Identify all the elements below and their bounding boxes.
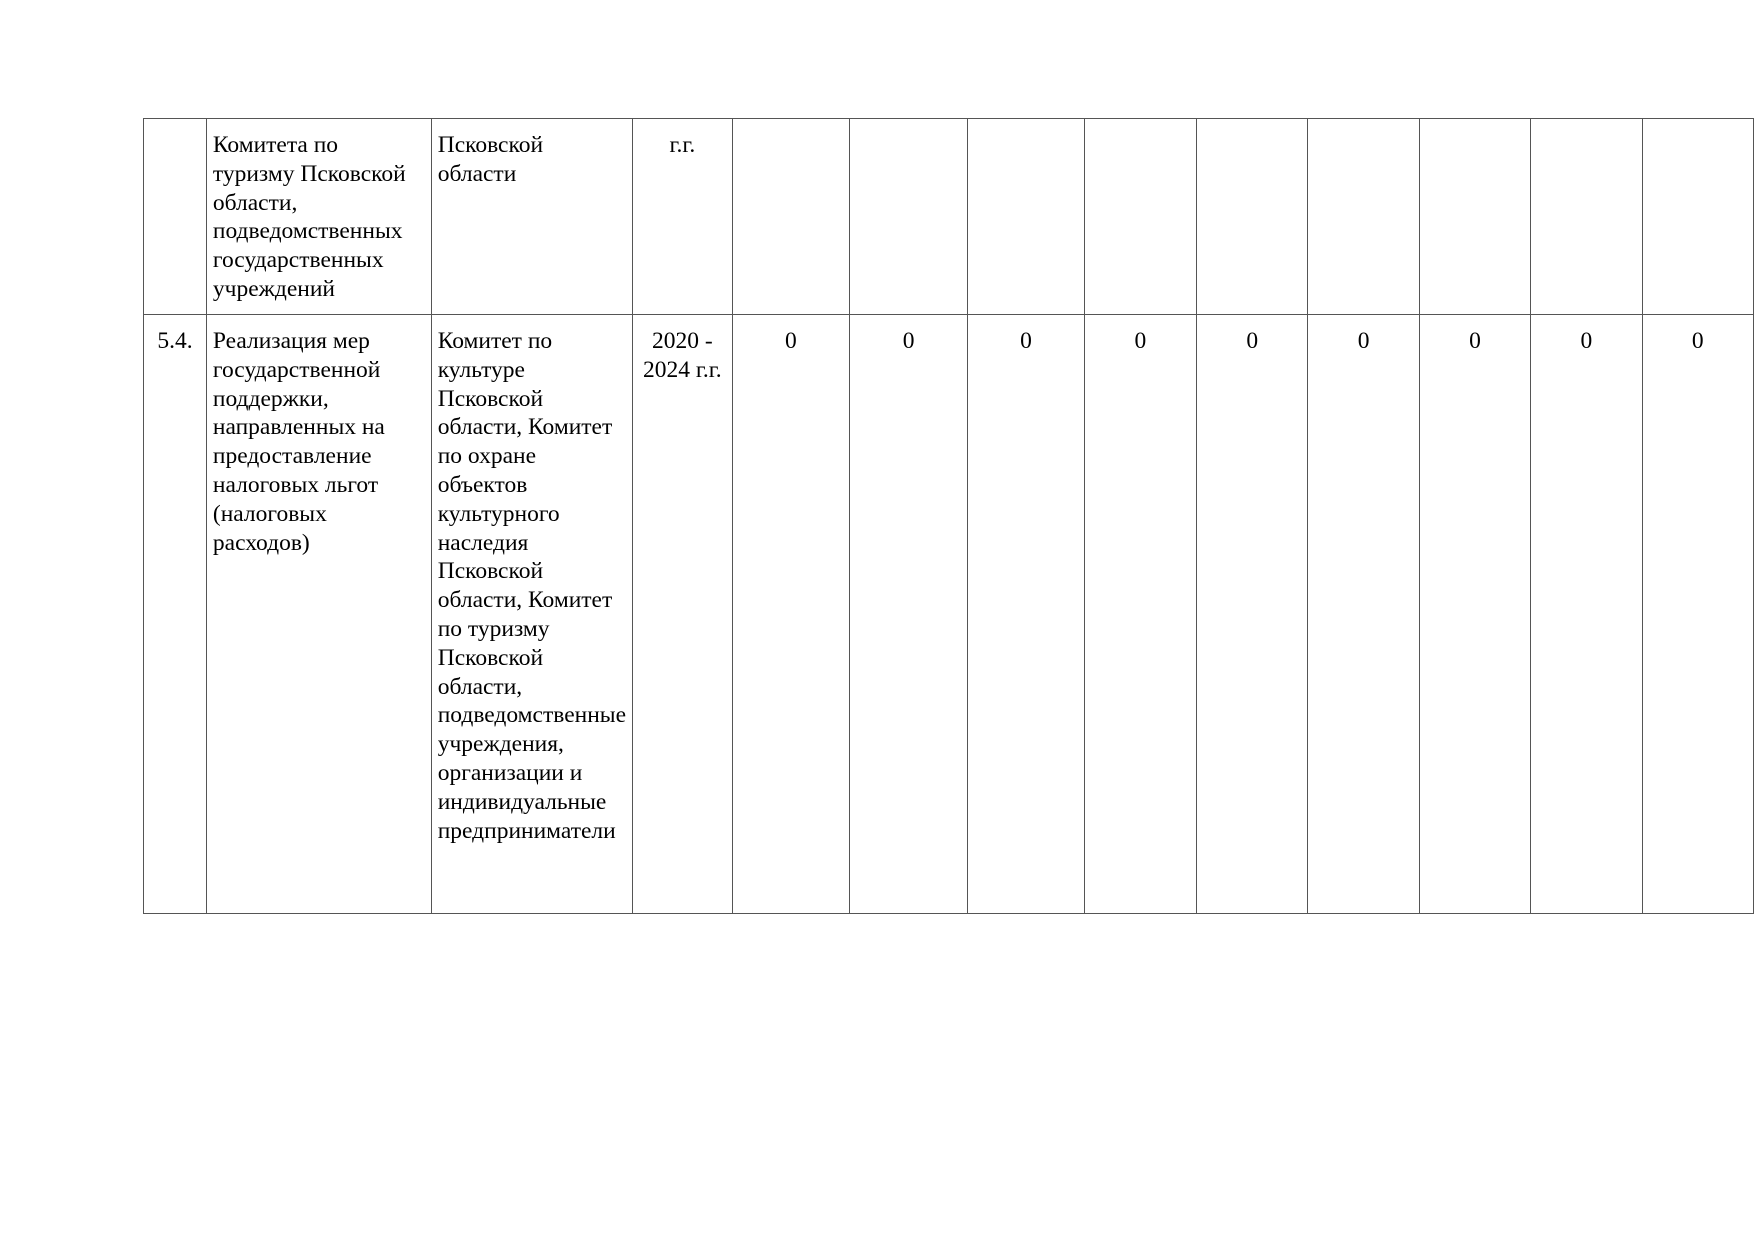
value-cell: 0 — [850, 315, 968, 914]
row-number — [144, 119, 207, 315]
value-cell — [850, 119, 968, 315]
value-cell: 0 — [1531, 315, 1642, 914]
executor: Псковской области — [431, 119, 632, 315]
value-cell — [1531, 119, 1642, 315]
value-cell: 0 — [968, 315, 1084, 914]
value-cell — [1084, 119, 1196, 315]
value-cell — [968, 119, 1084, 315]
measure-name: Комитета по туризму Псковской области, подведомственных государственных учреждений — [206, 119, 431, 315]
value-cell — [1419, 119, 1530, 315]
row-number: 5.4. — [144, 315, 207, 914]
period: 2020 - 2024 г.г. — [632, 315, 732, 914]
measure-name: Реализация мер государственной поддержки, направленных на предоставление налоговых льгот (налоговых расходов) — [206, 315, 431, 914]
value-cell — [732, 119, 849, 315]
value-cell: 0 — [1419, 315, 1530, 914]
value-cell: 0 — [1084, 315, 1196, 914]
value-cell: 0 — [1308, 315, 1419, 914]
table-row — [144, 315, 1754, 914]
value-cell: 0 — [1642, 315, 1753, 914]
executor: Комитет по культуре Псковской области, Комитет по охране объектов культурного наследия Псковской области, Комитет по туризму Псковской области, подведомственные учреждения, организации и индивидуальные предприниматели — [431, 315, 632, 914]
value-cell: 0 — [1197, 315, 1308, 914]
value-cell — [1197, 119, 1308, 315]
value-cell — [1642, 119, 1753, 315]
program-measures-table — [143, 118, 1754, 914]
period: г.г. — [632, 119, 732, 315]
value-cell — [1308, 119, 1419, 315]
value-cell: 0 — [732, 315, 849, 914]
table-row — [144, 119, 1754, 315]
